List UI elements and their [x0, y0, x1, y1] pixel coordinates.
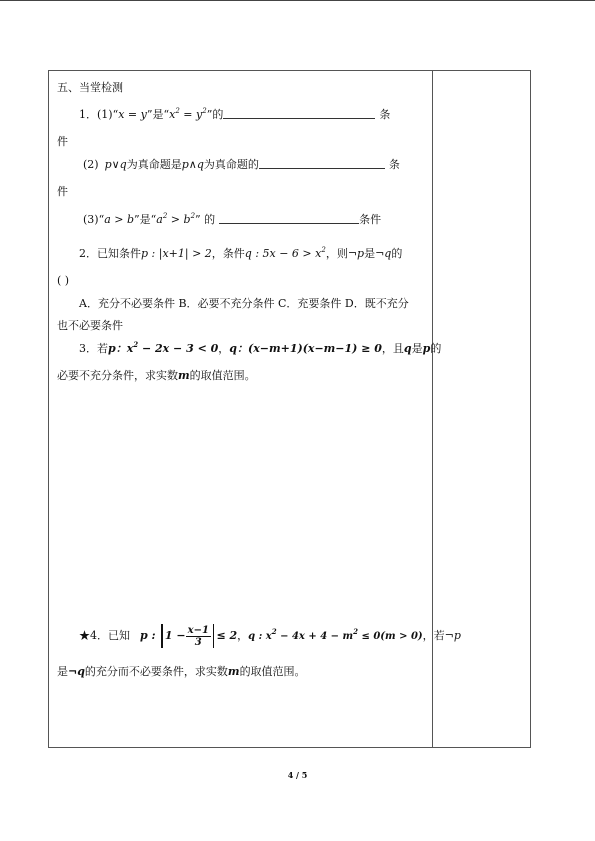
q1-p2-suffix: 为真命题的 [203, 158, 259, 171]
q1-p3-expr-b: $a^2 > b^2$ [156, 212, 196, 226]
q4-prefix: ★4．已知 [79, 629, 130, 642]
q2-answer-paren[interactable]: ( ) [57, 274, 70, 287]
section-title: 五、当堂检测 [57, 81, 123, 94]
q1-part3 [83, 213, 381, 227]
q1-p1-suffix: ”的 [206, 108, 224, 121]
q4-line2: 是¬q的充分而不必要条件，求实数m的取值范围。 [57, 665, 306, 678]
worksheet-table [48, 70, 531, 748]
q2-then: ，则 [325, 247, 348, 260]
page-number: 4 / 5 [287, 770, 308, 780]
q3-line2: 必要不充分条件，求实数m的取值范围。 [57, 369, 256, 382]
q1-p3-blank[interactable] [219, 213, 359, 224]
q1-p1-expr-a: x = y [118, 108, 147, 121]
q1-part1 [79, 108, 390, 122]
side-notes-cell [433, 71, 530, 747]
q3-q-label: q [229, 342, 237, 355]
q1-p3-expr-a: a > b [104, 213, 135, 226]
q1-p2-wrap: 件 [57, 185, 68, 198]
q1-p3-prefix: (3)“ [83, 213, 105, 226]
abs-bar-left [161, 624, 163, 648]
q3-p-expr: ：$x^2 - 2x - 3 < 0$ [115, 340, 219, 355]
q1-p2-expr-a: p∨q [104, 158, 127, 171]
q4-q-expr: q : $x^2 - 4x + 4 - m^2 \le 0(m > 0)$ [248, 627, 423, 642]
q2-line1 [79, 247, 402, 261]
q1-p2-tail: 条 [388, 158, 400, 171]
q1-p1-wrap: 件 [57, 135, 68, 148]
main-cell [49, 71, 461, 747]
q2-prefix: 2．已知条件 [79, 247, 141, 260]
q1-p2-mid: 为真命题是 [126, 158, 182, 171]
q1-p2-expr-b: p∧q [181, 158, 204, 171]
q4-m-var: m [227, 665, 240, 678]
q2-p-expr: p : |x+1| > 2 [141, 247, 212, 260]
q3-q-expr: ：(x−m+1)(x−m−1) ≥ 0 [237, 342, 382, 355]
q1-p1-expr-b: $x^2 = y^2$ [169, 107, 207, 121]
q1-p1-mid: ”是“ [146, 108, 170, 121]
q2-q-expr: q : $5x - 6 > x^2$ [244, 246, 326, 260]
q2-not-q: ¬q [375, 247, 392, 260]
q4-not-p: ¬p [444, 629, 461, 642]
q2-not-p: ¬p [347, 247, 365, 260]
q3-line1: 3．若p：$x^2 - 2x - 3 < 0$，q：(x−m+1)(x−m−1) ≥ 0，且q是p的 [79, 340, 442, 355]
q2-of: 的 [391, 247, 403, 260]
header-rule [0, 0, 595, 1]
q1-p2-blank[interactable] [259, 158, 385, 169]
q1-p3-tail: 条件 [359, 213, 382, 226]
q4-line1: ★4．已知 p : 1 − $\frac{x-1}{3}$ ≤ 2，q : $x^2 - 4x + 4 - m^2 \le 0(m > 0)$，若¬p [79, 624, 461, 648]
q1-part2 [83, 158, 400, 172]
q2-is: 是 [364, 247, 376, 260]
q2-mid: ，条件 [211, 247, 245, 260]
q1-p2-prefix: (2) [83, 158, 99, 171]
q1-p1-prefix: 1．(1)“ [79, 108, 119, 121]
abs-bar-right [213, 624, 215, 648]
q4-not-q: ¬q [68, 665, 85, 678]
q1-p1-tail: 条 [379, 108, 391, 121]
q1-p3-suffix: ” 的 [195, 213, 216, 226]
q4-fraction: $\frac{x-1}{3}$ [187, 624, 209, 648]
q3-m-var: m [178, 369, 190, 382]
q3-p-label: p [108, 342, 116, 355]
q4-p-label: p : [140, 629, 160, 642]
q2-options-line2: 也不必要条件 [57, 319, 123, 332]
q1-p1-blank[interactable] [223, 108, 375, 119]
q3-prefix: 3．若 [79, 342, 108, 355]
q2-options-line1: A．充分不必要条件 B．必要不充分条件 C．充要条件 D．既不充分 [79, 297, 409, 310]
q1-p3-mid: ”是“ [134, 213, 157, 226]
